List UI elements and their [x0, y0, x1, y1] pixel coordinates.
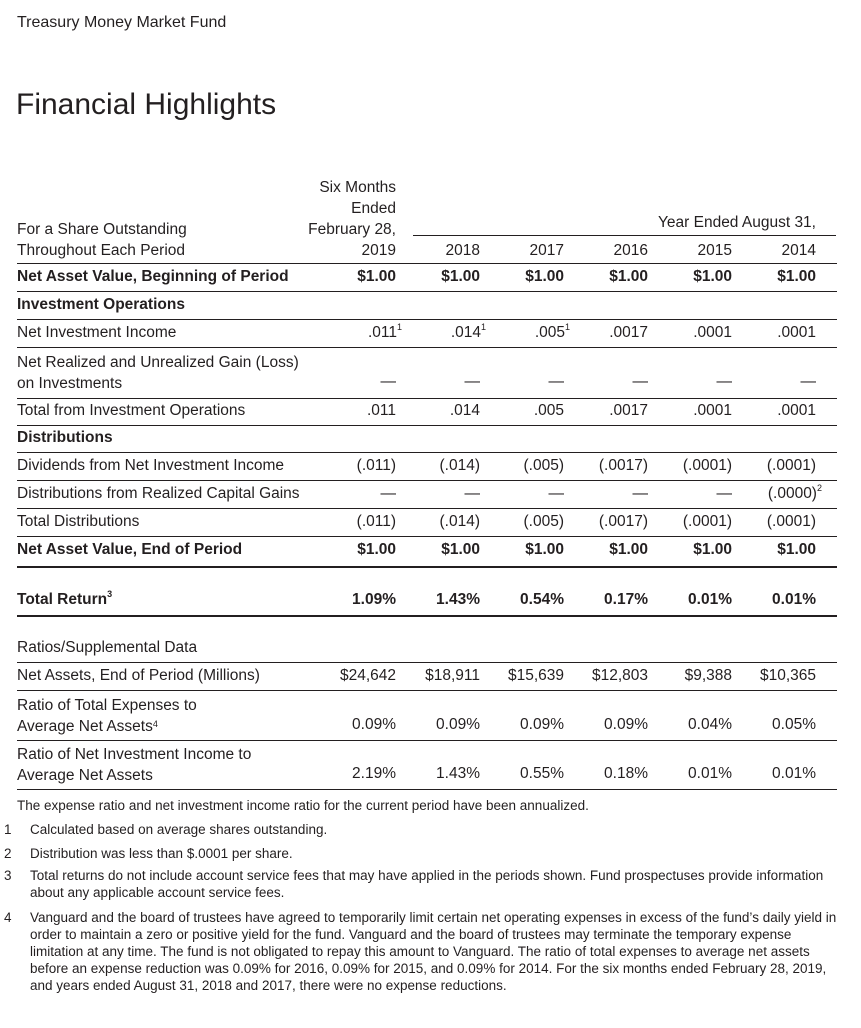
- row-rule: [17, 347, 837, 348]
- value-cell: [706, 402, 816, 420]
- value-text: 1.43%: [436, 591, 480, 608]
- value-text: $1.00: [357, 268, 396, 285]
- value-text: (.0001): [766, 457, 816, 474]
- value-text: 0.09%: [352, 716, 396, 733]
- period-header-line: 2019: [361, 242, 396, 259]
- value-cell: [706, 765, 816, 783]
- value-cell: [706, 541, 816, 559]
- value-text: $1.00: [693, 541, 732, 558]
- value-text: 0.01%: [772, 765, 816, 782]
- value-text: (.0001): [682, 513, 732, 530]
- row-rule: [17, 536, 837, 537]
- value-text: 0.09%: [604, 716, 648, 733]
- row-rule: [17, 789, 837, 790]
- year-group-rule: [413, 235, 836, 236]
- value-text: (.014): [439, 513, 480, 530]
- value-text: .0001: [777, 324, 816, 341]
- value-text: —: [716, 485, 732, 502]
- row-label-nav-end: [17, 541, 242, 559]
- value-text: 1.09%: [352, 591, 396, 608]
- value-text: .011: [366, 402, 396, 419]
- value-cell: [712, 485, 822, 503]
- value-text: 2.19%: [352, 765, 396, 782]
- row-label-net-assets: [17, 667, 260, 685]
- row-label-text: Net Asset Value, Beginning of Period: [17, 268, 289, 285]
- row-label-nav-begin: [17, 268, 289, 286]
- row-rule: [17, 319, 837, 320]
- value-text: (.005): [523, 457, 564, 474]
- footnote-ref: 4: [152, 719, 158, 729]
- row-label-ratios: [17, 639, 197, 657]
- footnote-1: [4, 821, 837, 838]
- year-group-header: Year Ended August 31,: [657, 214, 816, 231]
- row-label-total-ops: [17, 402, 245, 420]
- value-text: —: [632, 373, 648, 390]
- value-text: $10,365: [759, 667, 816, 684]
- value-text: 0.04%: [688, 716, 732, 733]
- value-text: (.005): [523, 513, 564, 530]
- row-label-text: Total Distributions: [17, 513, 140, 530]
- row-label-div: [17, 457, 284, 475]
- value-text: 1.43%: [436, 765, 480, 782]
- value-cell: [706, 457, 816, 475]
- value-text: $9,388: [684, 667, 732, 684]
- footnote-text: Calculated based on average shares outstanding.: [30, 822, 328, 837]
- value-text: (.0017): [598, 457, 648, 474]
- row-label-text: Net Assets, End of Period (Millions): [17, 667, 260, 684]
- footnote-text: Distribution was less than $.0001 per share.: [30, 846, 293, 861]
- value-text: $1.00: [777, 541, 816, 558]
- row-label-nii: [17, 324, 176, 342]
- page-title: Financial Highlights: [16, 88, 277, 121]
- value-text: 0.09%: [436, 716, 480, 733]
- value-cell: [706, 716, 816, 734]
- value-text: .0017: [609, 324, 648, 341]
- value-text: 0.09%: [520, 716, 564, 733]
- value-text: —: [800, 373, 816, 390]
- row-label-total-dist: [17, 513, 139, 531]
- value-text: (.0001): [766, 513, 816, 530]
- footnote-text: Vanguard and the board of trustees have agreed to temporarily limit certain net operating expenses in excess of the fund’s daily yield in order to maintain a zero or positive yield for the fund. Vanguard and the board of trustees may terminate the temporary expense limitation at any time. The fund is not obligated to repay this amount to Vanguard. The ratio of total expenses to average net assets before an expense reduction was 0.09% for 2016, 0.09% for 2015, and 0.09% for 2014. For the six months ended February 28, 2019, and years ended August 31, 2018 and 2017, there were no expense reductions.: [30, 910, 837, 993]
- row-label-line: Net Realized and Unrealized Gain (Loss): [17, 354, 299, 371]
- year-header-2015: 2015: [697, 242, 732, 259]
- section-rule: [17, 566, 837, 568]
- row-rule: [17, 508, 837, 509]
- row-label-total-return: [17, 591, 112, 609]
- row-label-text: Net Investment Income: [17, 324, 177, 341]
- row-rule: [17, 480, 837, 481]
- year-header-2014: 2014: [781, 242, 816, 259]
- value-text: $1.00: [777, 268, 816, 285]
- value-text: 0.17%: [604, 591, 648, 608]
- value-text: (.0017): [598, 513, 648, 530]
- row-label-text: Net Asset Value, End of Period: [17, 541, 243, 558]
- row-label-text: Distributions from Realized Capital Gains: [17, 485, 300, 502]
- value-text: 0.01%: [688, 765, 732, 782]
- footnote-3: [4, 867, 837, 901]
- value-text: $18,911: [425, 667, 480, 684]
- value-text: —: [380, 485, 396, 502]
- value-text: —: [632, 485, 648, 502]
- footnote-number: 2: [4, 846, 12, 861]
- row-label-line: on Investments: [17, 375, 123, 392]
- value-text: —: [464, 485, 480, 502]
- footnote-ref: 1: [564, 322, 570, 332]
- row-label-distributions: [17, 429, 113, 447]
- value-text: $24,642: [339, 667, 396, 684]
- value-text: .0001: [777, 402, 816, 419]
- value-text: .0017: [609, 402, 648, 419]
- year-header-2018: 2018: [445, 242, 480, 259]
- value-text: .005: [533, 402, 564, 419]
- footnote-ref: 3: [107, 589, 113, 599]
- value-text: 0.05%: [772, 716, 816, 733]
- footnote-ref: 1: [480, 322, 486, 332]
- value-text: (.011): [356, 457, 396, 474]
- value-text: .011: [367, 324, 397, 341]
- row-label-header: [17, 219, 187, 261]
- footnote-4: [4, 909, 837, 994]
- value-text: —: [380, 373, 396, 390]
- row-label-gain: [17, 352, 299, 394]
- footnote-2: [4, 845, 837, 862]
- footnote-text: Total returns do not include account service fees that may have applied in the periods shown. Fund prospectuses provide information about any applicable account service fees.: [30, 868, 824, 900]
- row-label-header-line: Throughout Each Period: [17, 242, 186, 259]
- value-text: —: [464, 373, 480, 390]
- value-cell: [706, 513, 816, 531]
- period-header-line: Six Months: [319, 179, 396, 196]
- row-label-line: Average Net Assets: [17, 767, 153, 784]
- row-label-text: Dividends from Net Investment Income: [17, 457, 285, 474]
- row-label-text: Ratios/Supplemental Data: [17, 639, 198, 656]
- footnote-intro: The expense ratio and net investment income ratio for the current period have been annualized.: [17, 798, 589, 813]
- value-text: 0.01%: [688, 591, 732, 608]
- value-text: $1.00: [441, 541, 480, 558]
- value-text: —: [548, 485, 564, 502]
- value-text: .014: [450, 324, 481, 341]
- row-label-line: Average Net Assets$^4$: [17, 718, 158, 735]
- year-header-2017: 2017: [529, 242, 564, 259]
- value-text: $1.00: [525, 541, 564, 558]
- row-label-text: Total Return: [17, 591, 108, 608]
- value-text: $15,639: [507, 667, 564, 684]
- period-header-line: Ended: [351, 200, 396, 217]
- value-text: 0.55%: [520, 765, 564, 782]
- row-rule: [17, 690, 837, 691]
- row-label-cap-gains: [17, 485, 300, 503]
- value-text: $1.00: [525, 268, 564, 285]
- value-text: $1.00: [693, 268, 732, 285]
- period-header-line: February 28,: [308, 221, 396, 238]
- value-text: $1.00: [609, 541, 648, 558]
- value-cell: [706, 324, 816, 342]
- row-label-expense-ratio: [17, 695, 197, 737]
- footnote-number: 4: [4, 910, 12, 925]
- footnote-ref: 1: [396, 322, 402, 332]
- value-text: 0.18%: [604, 765, 648, 782]
- value-text: .0001: [693, 324, 732, 341]
- value-cell: [706, 667, 816, 685]
- value-cell: [706, 268, 816, 286]
- value-text: $12,803: [591, 667, 648, 684]
- row-label-header-line: For a Share Outstanding: [17, 221, 187, 238]
- value-text: .005: [534, 324, 565, 341]
- row-label-line: Ratio of Net Investment Income to: [17, 746, 252, 763]
- value-text: $1.00: [609, 268, 648, 285]
- value-text: (.0001): [682, 457, 732, 474]
- value-text: $1.00: [357, 541, 396, 558]
- fund-name: Treasury Money Market Fund: [17, 14, 227, 31]
- header-rule: [17, 263, 837, 264]
- row-rule: [17, 662, 837, 663]
- footnote-number: 3: [4, 868, 12, 883]
- value-text: 0.01%: [772, 591, 816, 608]
- value-text: $1.00: [441, 268, 480, 285]
- value-text: .014: [449, 402, 480, 419]
- section-rule: [17, 615, 837, 617]
- value-text: —: [548, 373, 564, 390]
- row-rule: [17, 740, 837, 741]
- value-text: —: [716, 373, 732, 390]
- footnote-number: 1: [4, 822, 12, 837]
- value-text: (.011): [356, 513, 396, 530]
- year-header-2016: 2016: [613, 242, 648, 259]
- row-label-text: Total from Investment Operations: [17, 402, 246, 419]
- value-cell: [706, 591, 816, 609]
- row-rule: [17, 398, 837, 399]
- row-rule: [17, 452, 837, 453]
- row-label-nii-ratio: [17, 744, 251, 786]
- value-text: (.0000): [767, 485, 817, 502]
- row-label-text: Investment Operations: [17, 296, 185, 313]
- value-cell: [706, 373, 816, 391]
- row-label-text: Distributions: [17, 429, 113, 446]
- value-text: 0.54%: [520, 591, 564, 608]
- value-text: (.014): [439, 457, 480, 474]
- row-rule: [17, 291, 837, 292]
- row-rule: [17, 425, 837, 426]
- row-label-inv-ops: [17, 296, 185, 314]
- value-text: .0001: [693, 402, 732, 419]
- footnote-ref: 2: [816, 483, 822, 493]
- row-label-line: Ratio of Total Expenses to: [17, 697, 197, 714]
